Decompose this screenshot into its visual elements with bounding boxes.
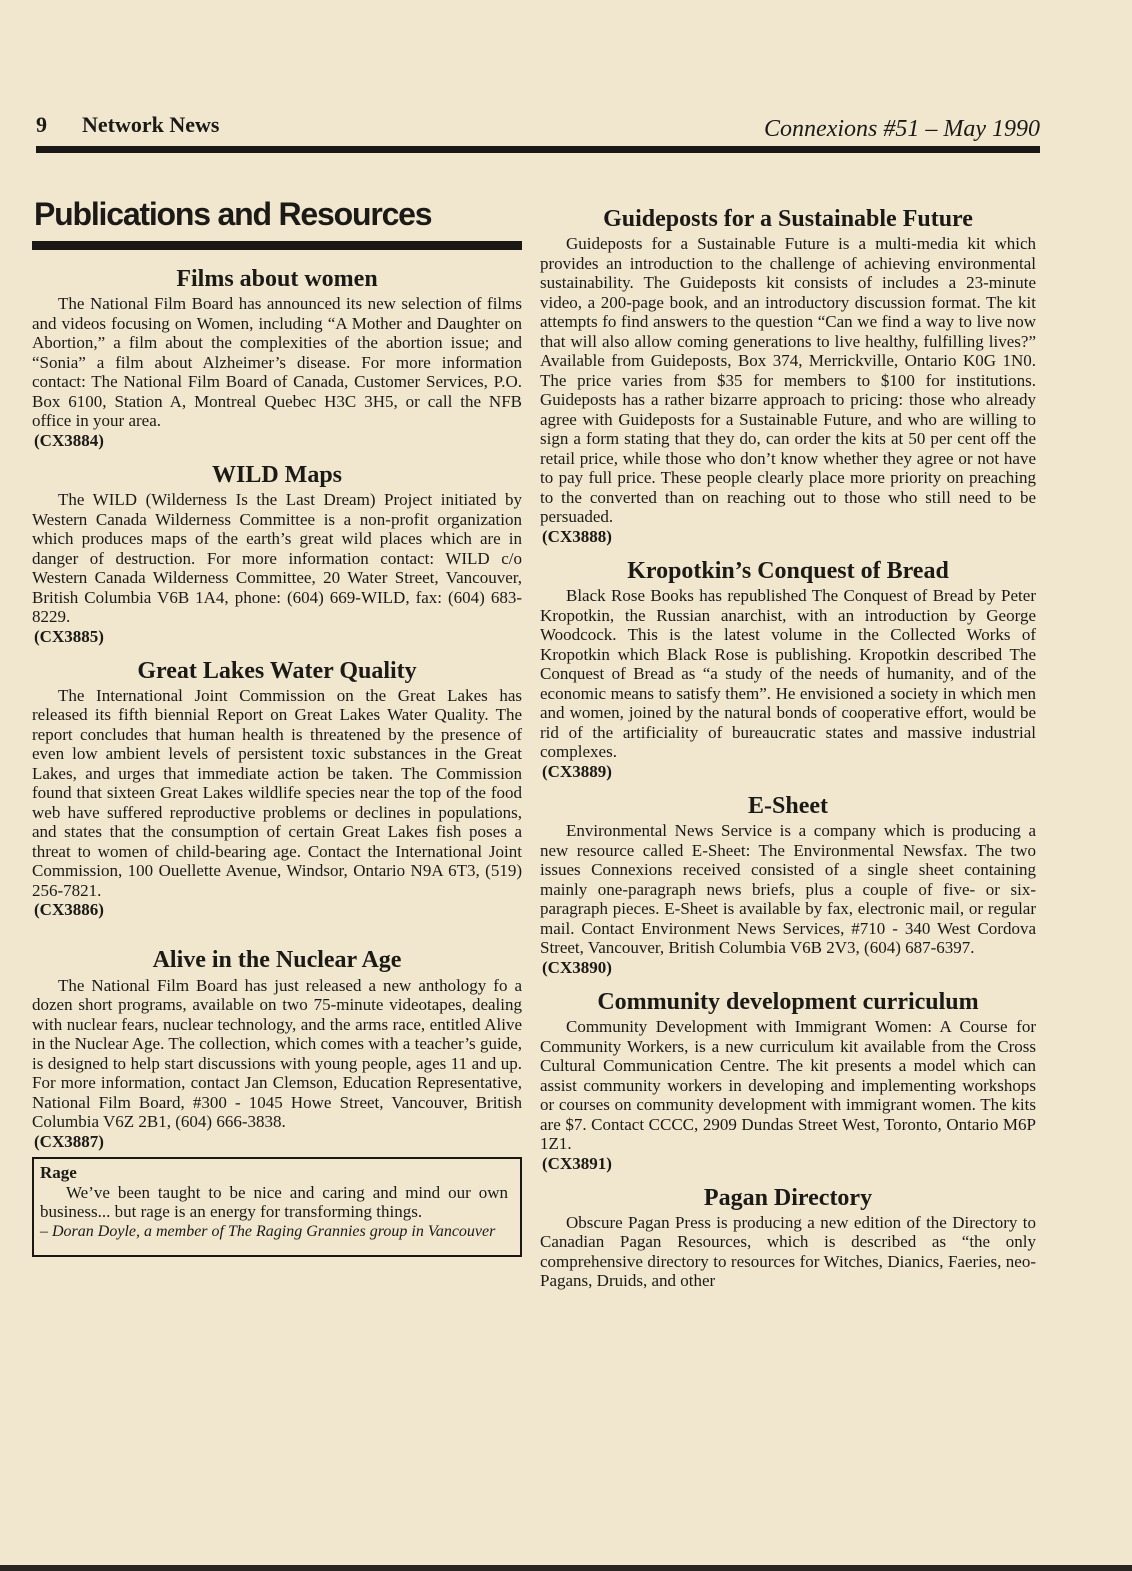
article-code: (CX3885) [34,626,104,646]
article-body: Obscure Pagan Press is producing a new edition of the Directory to Canadian Pagan Resources, which is described as “the only comprehensive directory to resources for Witches, Dianics, Faeries, neo-Pagans, Druids, and other [540,1212,1036,1291]
quote-text: We’ve been taught to be nice and caring and mind our own business... but rage is an energy for transforming things. [40,1182,508,1222]
article-body: Guideposts for a Sustainable Future is a multi-media kit which provides an introduction to the challenge of achieving environmental sustainability. The Guideposts kit consists of includes a 23-minute video, a 200-page book, and an introductory discussion format. The kit attempts fo find answers to the question “Can we find a way to live now that will also allow coming generations to live healthy, fulfilling lives?” Available from Guideposts, Box 374, Merrickville, Ontario K0G 1N0. The price varies from $35 for members to $100 for institutions. Guideposts has a rather bizarre approach to pricing: those who already agree with Guideposts for a Sustainable Future, and who are willing to sign a form stating that they do, can order the kits at 50 per cent off the retail price, while those who don’t know whether they agree or not have to pay full price. These people clearly place more priority on preaching to the converted than on reaching out to those who still need to be persuaded. [540,234,1036,527]
article-heading: Guideposts for a Sustainable Future [603,206,973,232]
left-column [32,196,522,1257]
title-rule [32,241,522,250]
running-header [36,112,1040,142]
article-heading: Pagan Directory [703,1184,873,1211]
section-name: Network News [82,112,220,137]
article-e-sheet [540,793,1036,977]
article-kropotkin [540,558,1036,781]
header-rule [36,146,1040,153]
article-heading: E-Sheet [748,792,828,819]
article-community-development [540,989,1036,1173]
quote-box [32,1157,522,1257]
article-heading: Great Lakes Water Quality [137,657,417,684]
article-wild-maps [32,462,522,646]
article-heading: Films about women [176,265,378,292]
article-body: The WILD (Wilderness Is the Last Dream) Project initiated by Western Canada Wilderness Committee is a non-profit organization which produces maps of the earth’s great wild places which are in danger of destruction. For more information contact: WILD c/o Western Canada Wilderness Committee, 20 Water Street, Vancouver, British Columbia V6B 1A4, phone: (604) 669-WILD, fax: (604) 683-8229. [32,490,522,627]
article-body: Black Rose Books has republished The Conquest of Bread by Peter Kropotkin, the Russian anarchist, with an introduction by George Woodcock. This is the latest volume in the Collected Works of Kropotkin which Black Rose is publishing. Kropotkin described The Conquest of Bread as “a study of the needs of humanity, and of the economic means to satisfy them”. He envisioned a society in which men and women, joined by the natural bonds of cooperative effort, would be rid of the artificiality of bureaucratic states and massive industrial complexes. [540,586,1036,762]
article-body: Community Development with Immigrant Women: A Course for Community Workers, is a new curriculum kit available from the Cross Cultural Communication Centre. The kit presents a model which can assist community workers in developing and implementing workshops or courses on community development with immigrant women. The kits are $7. Contact CCCC, 2909 Dundas Street West, Toronto, Ontario M6P 1Z1. [540,1017,1036,1154]
page-number: 9 [36,112,47,137]
article-code: (CX3889) [542,761,612,781]
article-heading: Alive in the Nuclear Age [152,947,402,974]
article-heading: WILD Maps [211,461,343,488]
quote-title: Rage [40,1162,77,1182]
article-code: (CX3887) [34,1131,104,1151]
article-code: (CX3890) [542,957,612,977]
article-films-about-women [32,266,522,450]
page-title: Publications and Resources [34,196,432,232]
article-heading: Kropotkin’s Conquest of Bread [627,557,949,584]
article-body: The International Joint Commission on the Great Lakes has released its fifth biennial Report on Great Lakes Water Quality. The report concludes that human health is threatened by the presence of even low ambient levels of persistent toxic substances in the Great Lakes, and urges that immediate action be taken. The Commission found that sixteen Great Lakes wildlife species near the top of the food web have suffered reproductive problems or declines in populations, and states that the consumption of certain Great Lakes fish poses a threat to women of child-bearing age. Contact the International Joint Commission, 100 Ouellette Avenue, Windsor, Ontario N9A 6T3, (519) 256-7821. [32,685,522,900]
article-code: (CX3888) [542,526,612,546]
article-code: (CX3886) [34,900,104,920]
page-bottom-edge [0,1565,1132,1571]
article-body: Environmental News Service is a company which is producing a new resource called E-Sheet: The Environmental Newsfax. The two issues Connexions received consisted of a single sheet containing mainly one-paragraph news briefs, plus a couple of five- or six-paragraph pieces. E-Sheet is available by fax, electronic mail, or regular mail. Contact Environment News Services, #710 - 340 West Cordova Street, Vancouver, British Columbia V6B 2V3, (604) 687-6397. [540,821,1036,958]
quote-attribution: – Doran Doyle, a member of The Raging Grannies group in Vancouver [40,1222,496,1240]
article-heading: Community development curriculum [597,988,979,1015]
article-code: (CX3884) [34,430,104,450]
article-nuclear-age [32,947,522,1150]
article-pagan-directory [540,1185,1036,1291]
article-code: (CX3891) [542,1153,612,1173]
article-body: The National Film Board has just released a new anthology fo a dozen short programs, available on two 75-minute videotapes, dealing with nuclear fears, nuclear technology, and the arms race, entitled Alive in the Nuclear Age. The collection, which comes with a teacher’s guide, is designed to help start discussions with young people, ages 11 and up. For more information, contact Jan Clemson, Education Representative, National Film Board, #300 - 1045 Howe Street, Vancouver, British Columbia V6Z 2B1, (604) 666-3838. [32,975,522,1132]
article-body: The National Film Board has announced its new selection of films and videos focusing on Women, including “A Mother and Daughter on Abortion,” a film about the complexities of the abortion issue; and “Sonia” a film about Alzheimer’s disease. For more information contact: The National Film Board of Canada, Customer Services, P.O. Box 6100, Station A, Montreal Quebec H3C 3H5, or call the NFB office in your area. [32,294,522,431]
article-great-lakes [32,658,522,920]
issue-label: Connexions #51 – May 1990 [764,116,1040,142]
article-guideposts [540,206,1036,546]
right-column [540,206,1036,1291]
